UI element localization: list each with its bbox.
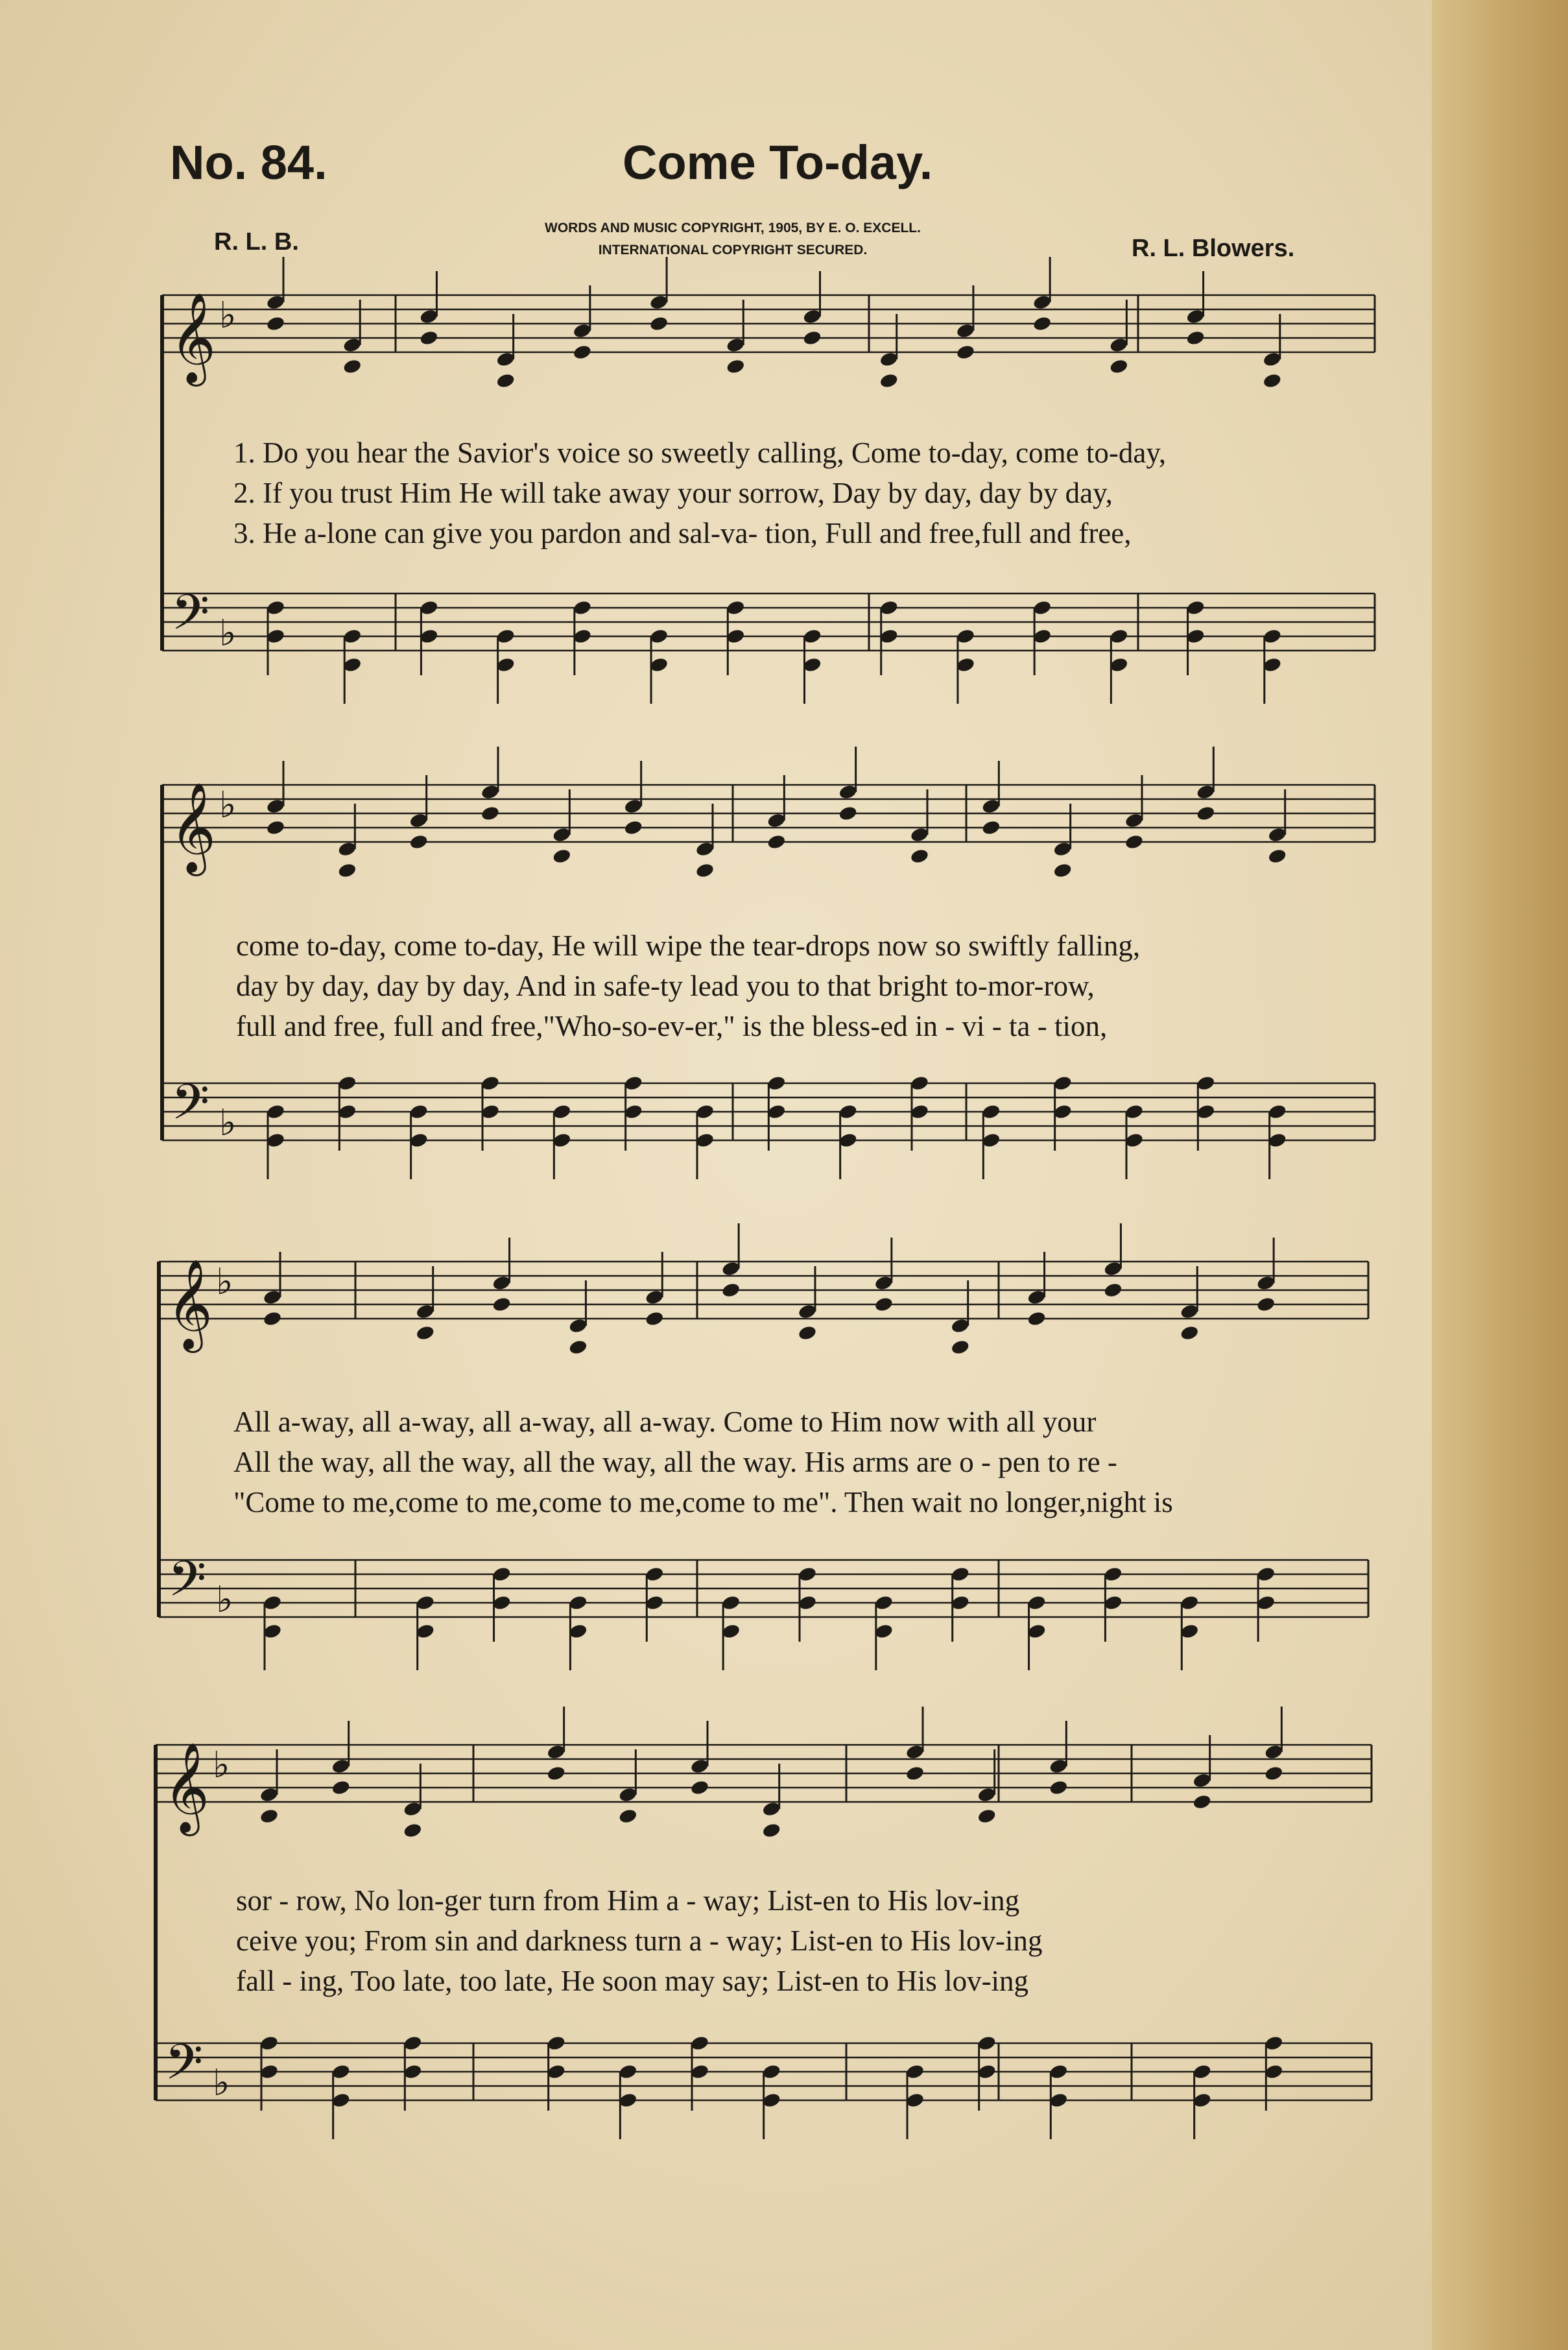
system-1-lyric-verse-2: 2. If you trust Him He will take away your sorrow, Day by day, day by day,: [233, 477, 1113, 509]
notehead: [1032, 315, 1052, 332]
notehead: [492, 1296, 512, 1313]
notehead: [721, 1282, 741, 1299]
flat-icon: ♭: [219, 1102, 237, 1144]
system-3-lyric-verse-1: All a-way, all a-way, all a-way, all a-way. Come to Him now with all your: [233, 1406, 1097, 1438]
notehead: [1262, 372, 1282, 389]
notehead: [1180, 1325, 1200, 1341]
flat-icon: ♭: [219, 612, 237, 654]
notehead: [950, 1339, 970, 1356]
notehead: [1192, 1793, 1212, 1810]
notehead: [419, 330, 439, 346]
notehead: [879, 372, 899, 389]
system-4-lyric-verse-3: fall - ing, Too late, too late, He soon may say; List-en to His lov-ing: [236, 1965, 1029, 1997]
notehead: [766, 833, 787, 850]
flat-icon: ♭: [219, 784, 237, 826]
notehead: [1052, 862, 1073, 879]
hymn-title: Come To-day.: [623, 136, 933, 189]
notehead: [1256, 1296, 1276, 1313]
bass-clef-icon: 𝄢: [168, 1550, 207, 1620]
flat-icon: ♭: [216, 1261, 233, 1303]
notehead: [1124, 833, 1145, 850]
notehead: [1109, 358, 1129, 375]
treble-clef-icon: 𝄞: [167, 1259, 213, 1349]
notehead: [415, 1325, 435, 1341]
notehead: [495, 372, 516, 389]
notehead: [726, 358, 746, 375]
system-2-lyric-verse-1: come to-day, come to-day, He will wipe the tear-drops now so swiftly falling,: [236, 929, 1141, 962]
notehead: [618, 1808, 638, 1825]
notehead: [481, 805, 501, 822]
treble-clef-icon: 𝄞: [163, 1742, 209, 1832]
notehead: [266, 315, 286, 332]
notehead: [409, 833, 429, 850]
notehead: [266, 819, 286, 836]
notehead: [337, 862, 357, 879]
bass-clef-icon: 𝄢: [171, 584, 210, 653]
treble-clef-icon: 𝄞: [170, 782, 216, 872]
flat-icon: ♭: [213, 2062, 230, 2104]
notehead: [956, 344, 976, 361]
notehead: [552, 848, 572, 865]
notehead: [761, 1822, 781, 1839]
system-2-lyric-verse-3: full and free, full and free,"Who-so-ev-er," is the bless-ed in - vi - ta - tion,: [236, 1010, 1108, 1042]
notehead: [573, 344, 593, 361]
notehead: [568, 1339, 588, 1356]
bass-clef-icon: 𝄢: [165, 2033, 204, 2103]
notehead: [259, 1808, 279, 1825]
notehead: [977, 1808, 997, 1825]
notehead: [1196, 805, 1216, 822]
notehead: [910, 848, 930, 865]
copyright-line-1: WORDS AND MUSIC COPYRIGHT, 1905, BY E. O. EXCELL.: [545, 221, 921, 235]
notehead: [645, 1310, 665, 1327]
notehead: [874, 1296, 894, 1313]
notehead: [263, 1310, 283, 1327]
notehead: [905, 1765, 925, 1782]
system-1-lyric-verse-1: 1. Do you hear the Savior's voice so sweetly calling, Come to-day, come to-day,: [233, 437, 1167, 469]
notehead: [802, 330, 822, 346]
notehead: [1264, 1765, 1284, 1782]
hymn-number: No. 84.: [170, 136, 327, 189]
notehead: [546, 1765, 566, 1782]
notehead: [690, 1779, 710, 1796]
notehead: [403, 1822, 423, 1839]
notehead: [695, 862, 715, 879]
notehead: [1185, 330, 1206, 346]
copyright-line-2: INTERNATIONAL COPYRIGHT SECURED.: [598, 243, 868, 258]
flat-icon: ♭: [216, 1579, 233, 1621]
system-4-lyric-verse-2: ceive you; From sin and darkness turn a - way; List-en to His lov-ing: [236, 1924, 1043, 1957]
system-2-lyric-verse-2: day by day, day by day, And in safe-ty lead you to that bright to-mor-row,: [236, 970, 1095, 1002]
notehead: [798, 1325, 818, 1341]
treble-clef-icon: 𝄞: [170, 293, 216, 383]
notehead: [1027, 1310, 1047, 1327]
system-3-lyric-verse-3: "Come to me,come to me,come to me,come to me". Then wait no longer,night is: [233, 1486, 1173, 1518]
notehead: [981, 819, 1001, 836]
notehead: [649, 315, 669, 332]
notehead: [342, 358, 362, 375]
system-1-lyric-verse-3: 3. He a-lone can give you pardon and sal-va- tion, Full and free,full and free,: [233, 517, 1132, 549]
flat-icon: ♭: [219, 294, 237, 337]
notehead: [623, 819, 643, 836]
composer-credit: R. L. Blowers.: [1132, 235, 1295, 262]
lyricist-credit: R. L. B.: [214, 228, 299, 256]
notehead: [331, 1779, 351, 1796]
notehead: [1049, 1779, 1069, 1796]
notehead: [1103, 1282, 1123, 1299]
system-4-lyric-verse-1: sor - row, No lon-ger turn from Him a - way; List-en to His lov-ing: [236, 1884, 1020, 1917]
flat-icon: ♭: [213, 1744, 230, 1786]
notehead: [838, 805, 858, 822]
notehead: [1267, 848, 1287, 865]
system-3-lyric-verse-2: All the way, all the way, all the way, all the way. His arms are o - pen to re -: [233, 1446, 1117, 1478]
bass-clef-icon: 𝄢: [171, 1073, 210, 1143]
